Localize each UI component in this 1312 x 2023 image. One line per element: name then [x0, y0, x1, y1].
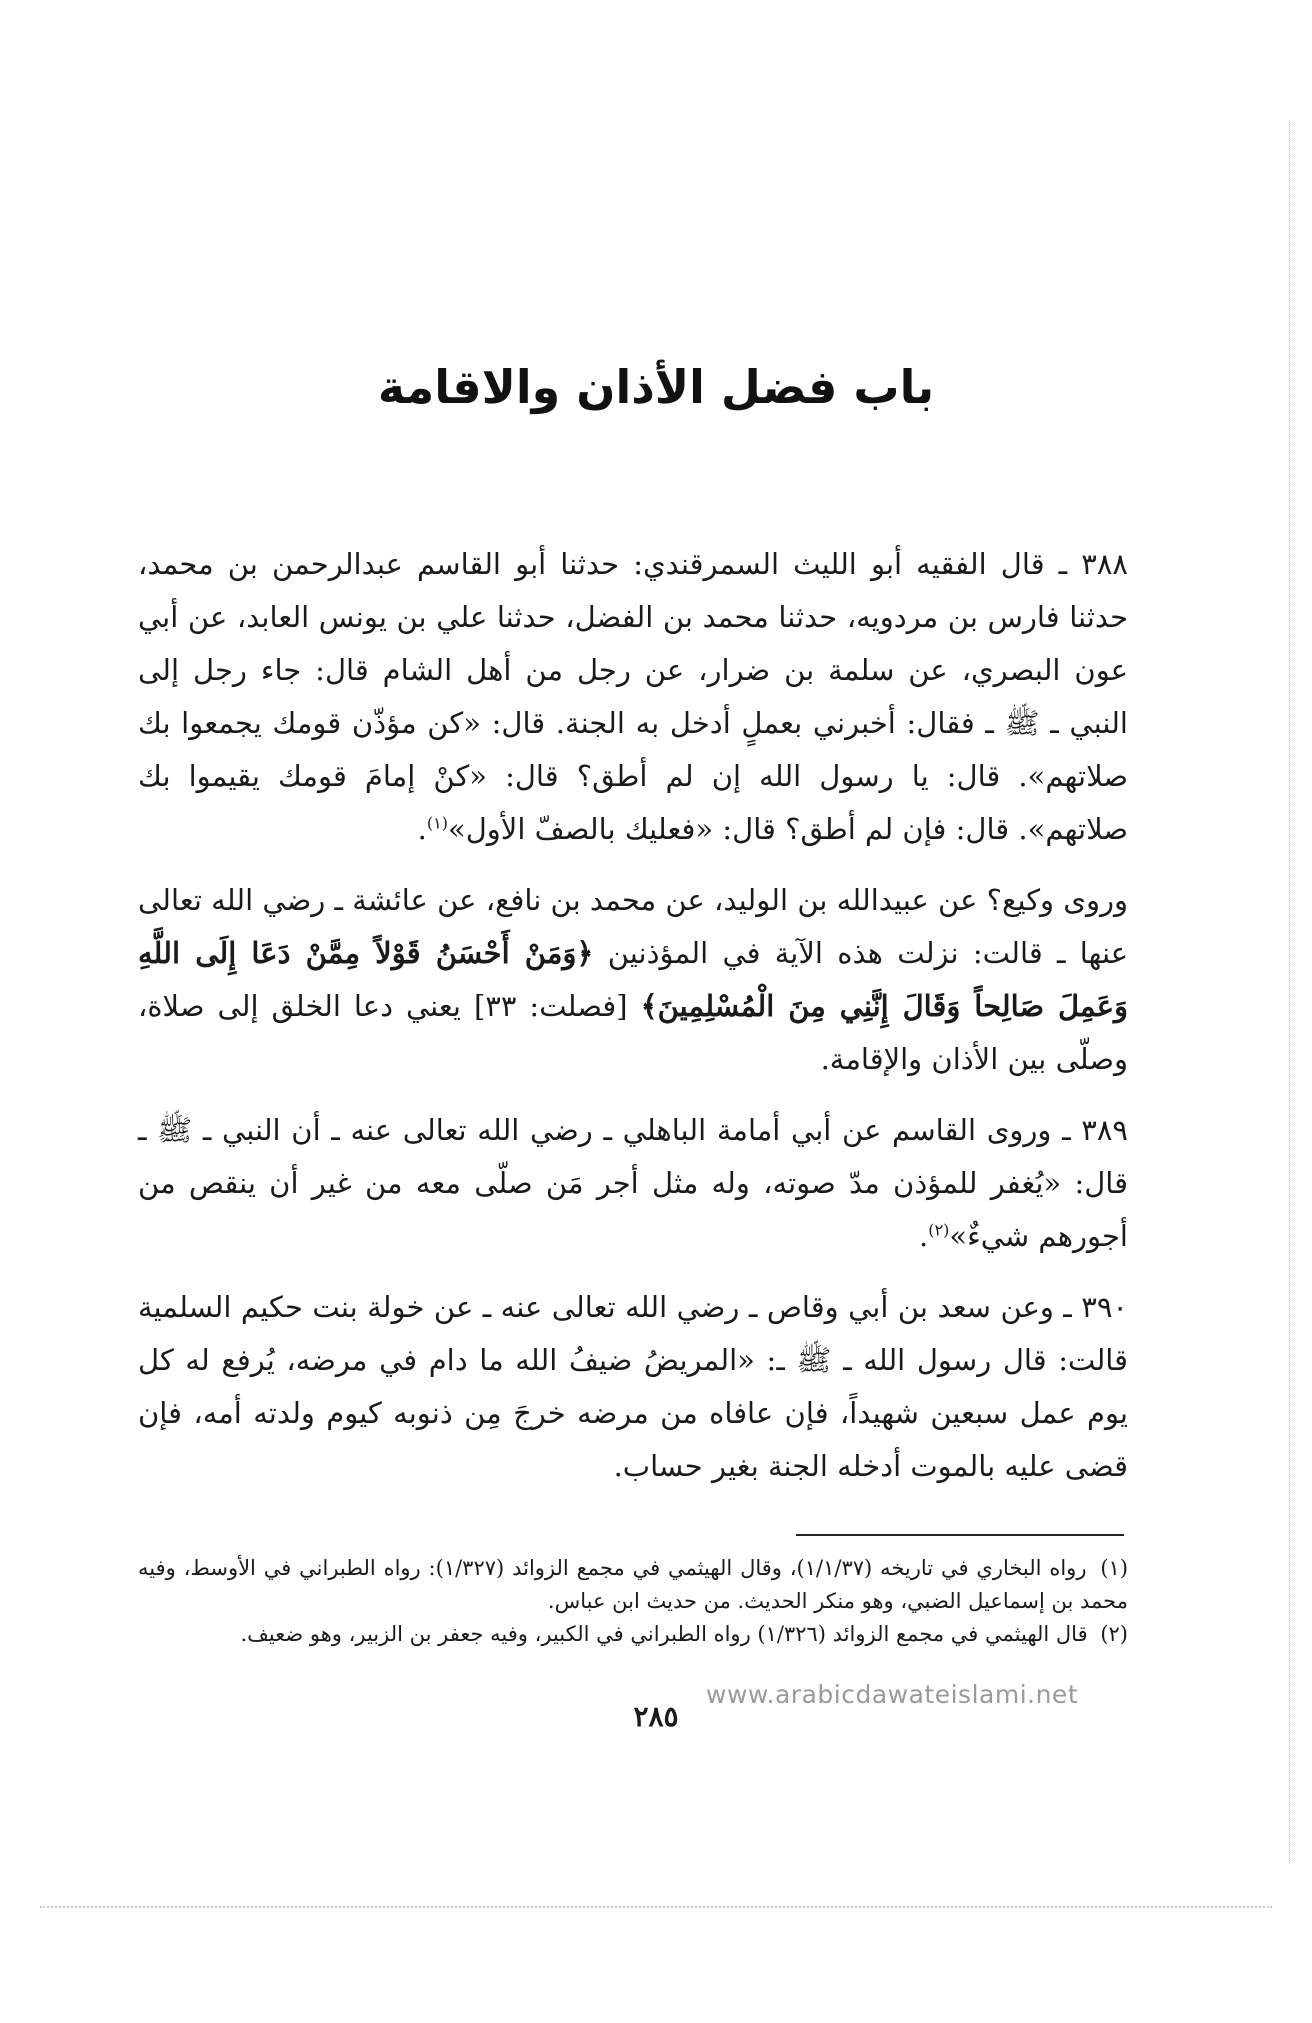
hadith-389-end: . — [919, 1219, 929, 1253]
footnote-2-number: (٢) — [1100, 1622, 1128, 1646]
page-number: ٢٨٥ — [633, 1700, 679, 1733]
hadith-388-end: . — [417, 812, 427, 846]
hadith-390-text: ٣٩٠ ـ وعن سعد بن أبي وقاص ـ رضي الله تعالى عنه ـ عن خولة بنت حكيم السلمية قالت: قال رسول الله ـ ﷺ ـ: «المريضُ ضيفُ الله ما دام في مرضه، يُرفع له كل يوم عمل سبعين شهيداً، فإن عافاه من مرضه خرجَ مِن ذنوبه كيوم ولدته أمه، فإن قضى عليه بالموت أدخله الجنة بغير حساب. — [138, 1290, 1128, 1483]
footnote-divider — [796, 1534, 1124, 1536]
footnote-ref-2[interactable]: (٢) — [928, 1220, 950, 1240]
quran-verse: ﴿وَمَنْ أَحْسَنُ قَوْلاً مِمَّنْ دَعَا إِلَى اللَّهِ وَعَمِلَ صَالِحاً وَقَالَ إِنَّنِي مِنَ الْمُسْلِمِينَ﴾ — [138, 936, 1129, 1023]
footnote-ref-1[interactable]: (١) — [426, 813, 448, 833]
footnote-2 — [138, 1618, 1128, 1651]
main-text — [138, 538, 1128, 1511]
waki-narration-after: [فصلت: ٣٣] يعني دعا الخلق إلى صلاة، وصلّى بين الأذان والإقامة. — [138, 989, 1128, 1076]
footnote-1-number: (١) — [1100, 1556, 1129, 1580]
hadith-389-text: ٣٨٩ ـ وروى القاسم عن أبي أمامة الباهلي ـ رضي الله تعالى عنه ـ أن النبي ـ ﷺ ـ قال: «يُغفر للمؤذن مدّ صوته، وله مثل أجر مَن صلّى معه من غير أن ينقص من أجورهم شيءٌ» — [138, 1113, 1128, 1253]
website-watermark: www.arabicdawateislami.net — [706, 1680, 1079, 1709]
waki-narration — [138, 874, 1128, 1086]
waki-narration-before: وروى وكيع؟ عن عبيدالله بن الوليد، عن محمد بن نافع، عن عائشة ـ رضي الله تعالى عنها ـ قالت: نزلت هذه الآية في المؤذنين — [138, 883, 1129, 970]
footnote-2-text: قال الهيثمي في مجمع الزوائد (١/٣٢٦) رواه الطبراني في الكبير، وفيه جعفر بن الزبير، وهو ضعيف. — [240, 1622, 1088, 1646]
hadith-388 — [138, 538, 1128, 856]
chapter-title: باب فضل الأذان والاقامة — [377, 359, 935, 414]
footnotes — [138, 1552, 1128, 1651]
footnote-1-text: رواه البخاري في تاريخه (١/١/٣٧)، وقال الهيثمي في مجمع الزوائد (١/٣٢٧): رواه الطبراني في الأوسط، وفيه محمد بن إسماعيل الضبي، وهو منكر الحديث. من حديث ابن عباس. — [138, 1556, 1128, 1613]
hadith-388-text: ٣٨٨ ـ قال الفقيه أبو الليث السمرقندي: حدثنا أبو القاسم عبدالرحمن بن محمد، حدثنا فارس بن مردويه، حدثنا محمد بن الفضل، حدثنا علي بن يونس العابد، عن أبي عون البصري، عن سلمة بن ضرار، عن رجل من أهل الشام قال: جاء رجل إلى النبي ـ ﷺ ـ فقال: أخبرني بعملٍ أدخل به الجنة. قال: «كن مؤذّن قومك يجمعوا بك صلاتهم». قال: يا رسول الله إن لم أطق؟ قال: «كنْ إمامَ قومك يقيموا بك صلاتهم». قال: فإن لم أطق؟ قال: «فعليك بالصفّ الأول» — [138, 547, 1128, 846]
hadith-390 — [138, 1281, 1128, 1493]
bottom-edge-dots — [40, 1906, 1272, 1908]
footnote-1 — [138, 1552, 1128, 1618]
hadith-389 — [138, 1104, 1128, 1263]
